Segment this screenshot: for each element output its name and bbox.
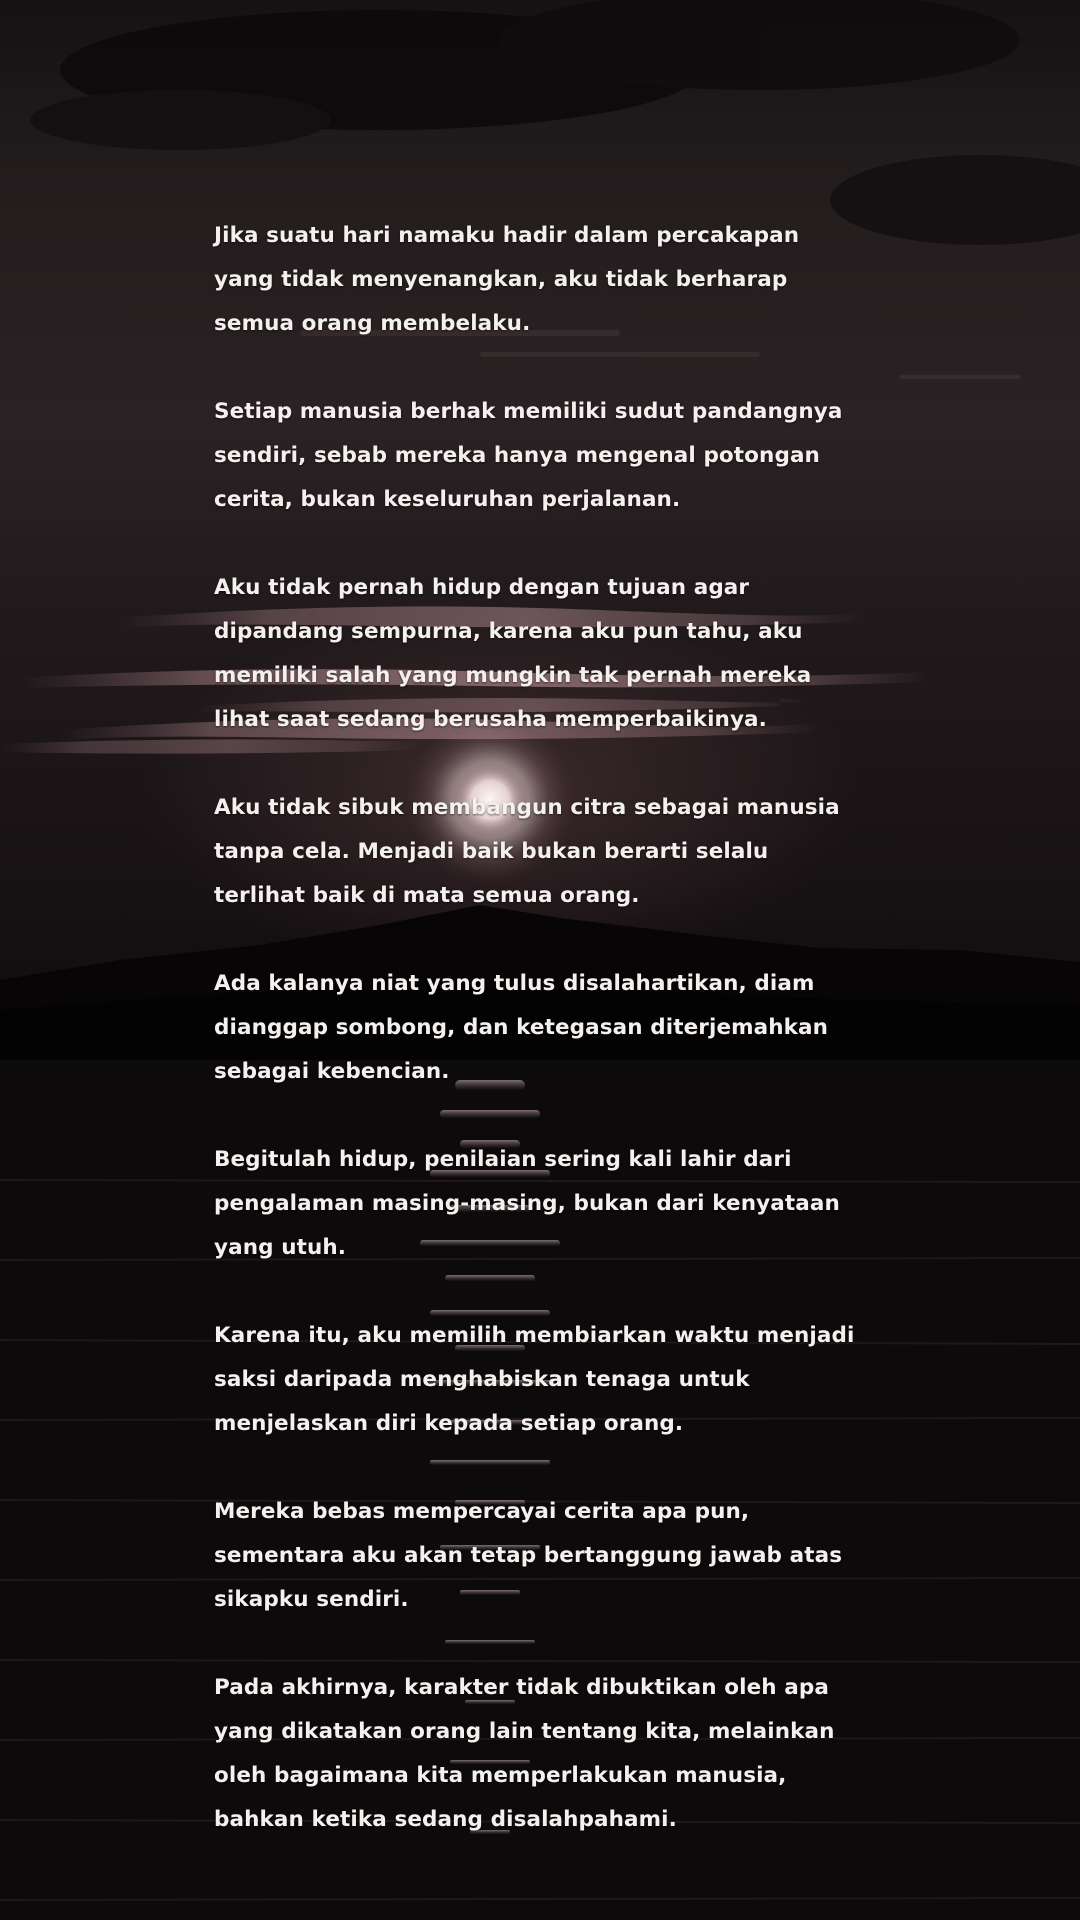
quote-paragraph: Mereka bebas mempercayai cerita apa pun, sementara aku akan tetap bertanggung jawab atas sikapku sendiri. [214, 1499, 843, 1612]
quote-paragraph: Aku tidak sibuk membangun citra sebagai manusia tanpa cela. Menjadi baik bukan berarti selalu terlihat baik di mata semua orang. [214, 795, 840, 908]
quote-paragraph: Ada kalanya niat yang tulus disalahartikan, diam dianggap sombong, dan ketegasan diterjemahkan sebagai kebencian. [214, 971, 829, 1084]
quote-paragraph: Setiap manusia berhak memiliki sudut pandangnya sendiri, sebab mereka hanya mengenal potongan cerita, bukan keseluruhan perjalanan. [214, 399, 843, 512]
quote-text [214, 214, 864, 1842]
quote-paragraph: Aku tidak pernah hidup dengan tujuan agar dipandang sempurna, karena aku pun tahu, aku memiliki salah yang mungkin tak pernah mereka lihat saat sedang berusaha memperbaikinya. [214, 575, 812, 732]
quote-paragraph: Jika suatu hari namaku hadir dalam percakapan yang tidak menyenangkan, aku tidak berharap semua orang membelaku. [214, 223, 800, 336]
quote-paragraph: Pada akhirnya, karakter tidak dibuktikan oleh apa yang dikatakan orang lain tentang kita, melainkan oleh bagaimana kita memperlakukan manusia, bahkan ketika sedang disalahpahami. [214, 1675, 835, 1832]
quote-paragraph: Karena itu, aku memilih membiarkan waktu menjadi saksi daripada menghabiskan tenaga untuk menjelaskan diri kepada setiap orang. [214, 1323, 855, 1436]
top-clouds [30, 0, 1080, 245]
quote-paragraph: Begitulah hidup, penilaian sering kali lahir dari pengalaman masing-masing, bukan dari kenyataan yang utuh. [214, 1147, 840, 1260]
